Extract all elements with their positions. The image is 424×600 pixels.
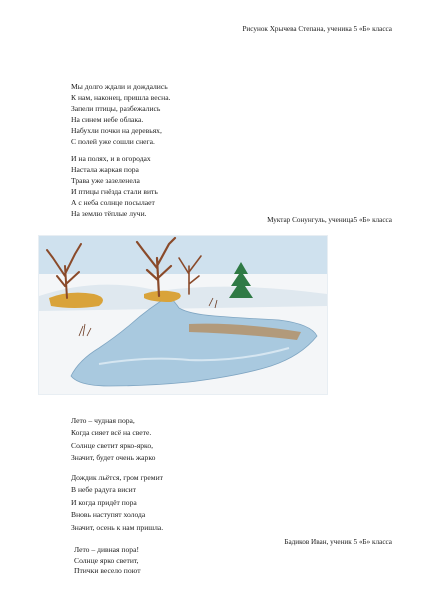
poem-line: К нам, наконец, пришла весна. (71, 92, 171, 102)
poem-line: На землю тёплые лучи. (71, 208, 147, 218)
poem-line: Солнце светит ярко-ярко, (71, 440, 154, 450)
poem-line: В небе радуга висит (71, 485, 137, 495)
sky (39, 236, 327, 276)
poem-stanza-1 (71, 82, 170, 147)
drawing-author-caption: Рисунок Хрычева Степана, ученика 5 «Б» класса (242, 25, 392, 33)
poem-author-caption: Бадиков Иван, ученик 5 «Б» класса (284, 538, 392, 546)
spring-river-drawing (38, 235, 328, 395)
poem-line: Мы долго ждали и дождались (71, 82, 168, 91)
poem-line: Когда сияет всё на свете. (71, 428, 152, 438)
poem-stanza-2 (71, 154, 158, 219)
poem-line: И когда придёт пора (71, 497, 137, 507)
poem-line: Вновь наступят холода (71, 510, 146, 520)
poem-line: На синем небе облака. (71, 114, 144, 124)
poem-line: Запели птицы, разбежались (71, 103, 161, 113)
poem-stanza-3 (71, 415, 155, 465)
poem-author-caption: Муктар Сонунгуль, ученица5 «Б» класса (267, 216, 392, 224)
poem-line: Лето – чудная пора, (71, 416, 135, 425)
poem-line: И птицы гнёзда стали вить (71, 186, 158, 196)
poem-line: Значит, будет очень жарко (71, 453, 156, 463)
poem-line: Значит, осень к нам пришла. (71, 522, 164, 532)
poem-line: Настала жаркая пора (71, 164, 139, 174)
poem-stanza-5 (74, 545, 141, 577)
poem-line: Дождик льётся, гром гремит (71, 473, 163, 482)
poem-line: Птички весело поют (74, 566, 141, 576)
poem-line: А с неба солнце посылает (71, 197, 155, 207)
poem-stanza-4 (71, 472, 163, 534)
poem-line: Солнце ярко светит, (74, 555, 139, 565)
poem-line: С полей уже сошли снега. (71, 136, 155, 146)
poem-line: Набухли почки на деревьях, (71, 125, 162, 135)
poem-line: Лето – дивная пора! (74, 545, 139, 554)
poem-line: И на полях, и в огородах (71, 154, 151, 163)
poem-line: Трава уже зазеленела (71, 175, 140, 185)
